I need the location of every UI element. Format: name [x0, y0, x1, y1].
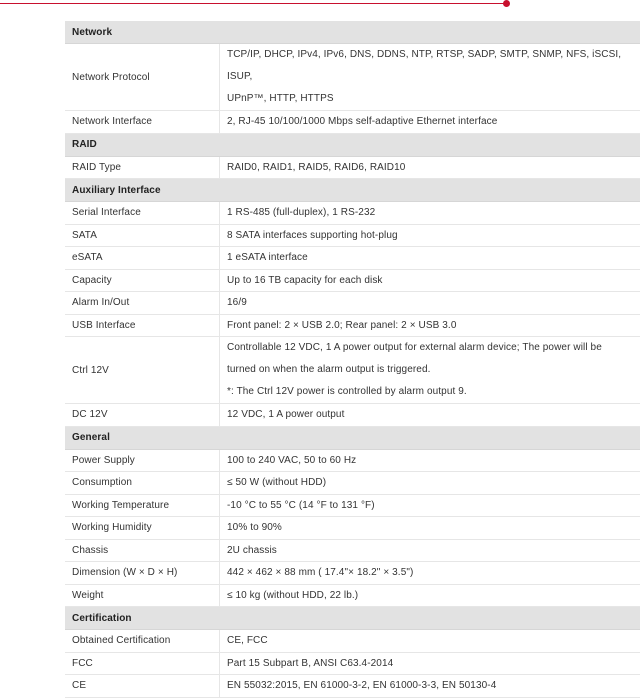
spec-value-line: CE, FCC: [227, 635, 633, 646]
spec-value-line: 16/9: [227, 297, 633, 308]
spec-value: [220, 247, 640, 270]
spec-label: Network Interface: [65, 111, 220, 134]
spec-value-line: 1 eSATA interface: [227, 252, 633, 263]
spec-value-line: 8 SATA interfaces supporting hot-plug: [227, 230, 633, 241]
spec-label: Dimension (W × D × H): [65, 562, 220, 585]
spec-value-line: Controllable 12 VDC, 1 A power output for external alarm device; The power will be: [227, 337, 633, 359]
spec-value-line: RAID0, RAID1, RAID5, RAID6, RAID10: [227, 162, 633, 173]
spec-label: eSATA: [65, 247, 220, 270]
spec-row: [65, 404, 640, 427]
spec-value-line: Front panel: 2 × USB 2.0; Rear panel: 2 × USB 3.0: [227, 320, 633, 331]
spec-value-line: ≤ 50 W (without HDD): [227, 477, 633, 488]
spec-row: [65, 652, 640, 675]
spec-label: Power Supply: [65, 449, 220, 472]
section-title: RAID: [65, 133, 640, 156]
spec-value-line: -10 °C to 55 °C (14 °F to 131 °F): [227, 500, 633, 511]
spec-value-line: UPnP™, HTTP, HTTPS: [227, 88, 633, 110]
spec-label: Weight: [65, 584, 220, 607]
spec-value-line: EN 55032:2015, EN 61000-3-2, EN 61000-3-3, EN 50130-4: [227, 680, 633, 691]
spec-row: [65, 202, 640, 225]
header-rule-dot: [503, 0, 510, 7]
spec-row: [65, 156, 640, 179]
spec-value: [220, 111, 640, 134]
spec-label: Obtained Certification: [65, 630, 220, 653]
section-header-row: [65, 607, 640, 630]
spec-row: [65, 630, 640, 653]
spec-row: [65, 314, 640, 337]
section-title: Network: [65, 21, 640, 44]
spec-label: Alarm In/Out: [65, 292, 220, 315]
spec-value: [220, 675, 640, 698]
spec-value-line: 442 × 462 × 88 mm ( 17.4"× 18.2" × 3.5"): [227, 567, 633, 578]
spec-value: [220, 224, 640, 247]
spec-value: [220, 472, 640, 495]
spec-value: [220, 404, 640, 427]
section-header-row: [65, 133, 640, 156]
spec-value-line: 12 VDC, 1 A power output: [227, 409, 633, 420]
spec-value-line: 10% to 90%: [227, 522, 633, 533]
spec-label: Chassis: [65, 539, 220, 562]
spec-row: [65, 562, 640, 585]
spec-value: [220, 539, 640, 562]
spec-value: [220, 584, 640, 607]
spec-value-line: 100 to 240 VAC, 50 to 60 Hz: [227, 455, 633, 466]
spec-value: [220, 449, 640, 472]
spec-value: [220, 494, 640, 517]
spec-row: [65, 472, 640, 495]
spec-value: [220, 630, 640, 653]
spec-label: DC 12V: [65, 404, 220, 427]
spec-label: Serial Interface: [65, 202, 220, 225]
specifications-table: [65, 21, 640, 698]
section-title: Certification: [65, 607, 640, 630]
spec-value-line: turned on when the alarm output is triggered.: [227, 359, 633, 381]
spec-value: [220, 314, 640, 337]
spec-value-line: ≤ 10 kg (without HDD, 22 lb.): [227, 590, 633, 601]
spec-label: USB Interface: [65, 314, 220, 337]
spec-value: [220, 269, 640, 292]
spec-value-line: TCP/IP, DHCP, IPv4, IPv6, DNS, DDNS, NTP, RTSP, SADP, SMTP, SNMP, NFS, iSCSI, ISUP,: [227, 44, 633, 88]
spec-value: [220, 202, 640, 225]
spec-value-line: 1 RS-485 (full-duplex), 1 RS-232: [227, 207, 633, 218]
spec-value: [220, 337, 640, 404]
spec-value: [220, 517, 640, 540]
specifications-table-body: [65, 21, 640, 697]
spec-value-line: Up to 16 TB capacity for each disk: [227, 275, 633, 286]
spec-value: [220, 562, 640, 585]
section-header-row: [65, 21, 640, 44]
spec-value-line: *: The Ctrl 12V power is controlled by alarm output 9.: [227, 381, 633, 403]
spec-row: [65, 539, 640, 562]
spec-label: Consumption: [65, 472, 220, 495]
spec-label: CE: [65, 675, 220, 698]
spec-row: [65, 517, 640, 540]
spec-value: [220, 44, 640, 111]
spec-row: [65, 449, 640, 472]
spec-label: FCC: [65, 652, 220, 675]
spec-label: SATA: [65, 224, 220, 247]
section-title: Auxiliary Interface: [65, 179, 640, 202]
spec-row: [65, 292, 640, 315]
spec-row: [65, 494, 640, 517]
spec-value-line: 2U chassis: [227, 545, 633, 556]
spec-label: Network Protocol: [65, 44, 220, 111]
spec-value: [220, 652, 640, 675]
spec-row: [65, 675, 640, 698]
spec-row: [65, 111, 640, 134]
section-header-row: [65, 179, 640, 202]
spec-label: Working Temperature: [65, 494, 220, 517]
spec-label: Working Humidity: [65, 517, 220, 540]
spec-row: [65, 337, 640, 404]
spec-row: [65, 44, 640, 111]
spec-label: Ctrl 12V: [65, 337, 220, 404]
spec-value: [220, 292, 640, 315]
spec-label: Capacity: [65, 269, 220, 292]
spec-label: RAID Type: [65, 156, 220, 179]
spec-row: [65, 269, 640, 292]
section-header-row: [65, 426, 640, 449]
spec-value-line: 2, RJ-45 10/100/1000 Mbps self-adaptive Ethernet interface: [227, 116, 633, 127]
header-rule-line: [0, 3, 506, 4]
spec-row: [65, 224, 640, 247]
spec-value-line: Part 15 Subpart B, ANSI C63.4-2014: [227, 658, 633, 669]
section-title: General: [65, 426, 640, 449]
spec-row: [65, 584, 640, 607]
spec-value: [220, 156, 640, 179]
spec-row: [65, 247, 640, 270]
